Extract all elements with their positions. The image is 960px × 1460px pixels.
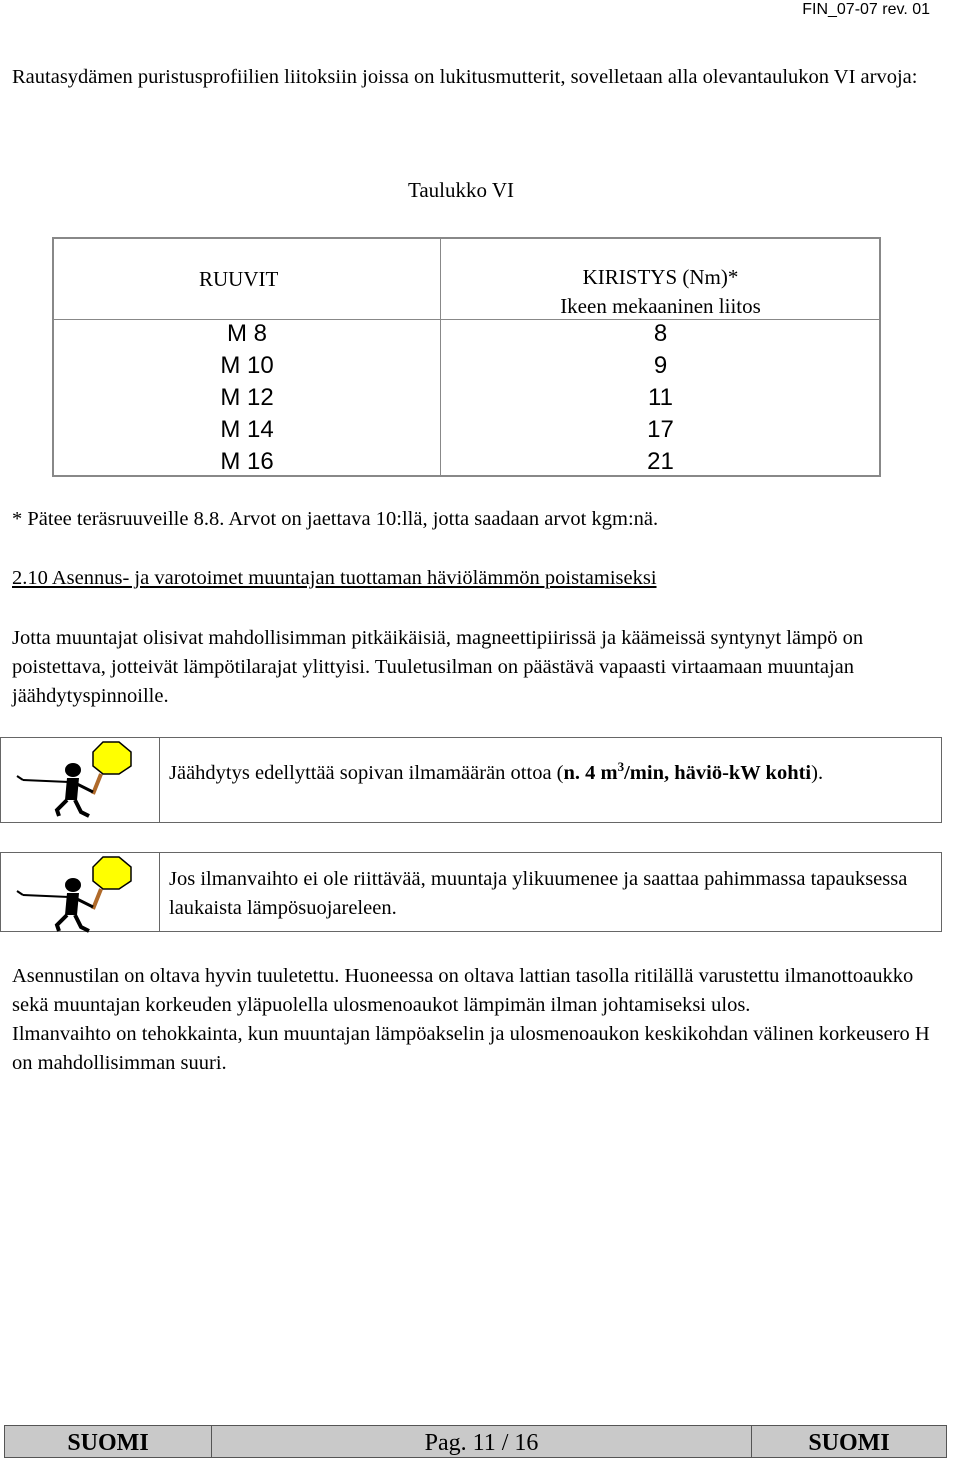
cooling-note-rate: n. 4 m (563, 761, 618, 784)
column-header-torque-line2: Ikeen mekaaninen liitos (560, 294, 761, 318)
cooling-note-box (0, 737, 942, 823)
cooling-note-suffix: ). (811, 761, 824, 784)
ventilation-section (12, 962, 930, 1078)
torque-value-cell: 8 (653, 320, 668, 347)
stick-figure-holding-stop-sign-icon (15, 740, 145, 820)
section-heading: 2.10 Asennus- ja varotoimet muuntajan tuottaman häviölämmön poistamiseksi (12, 567, 657, 589)
note-divider (159, 738, 160, 822)
column-header-torque (440, 263, 881, 321)
table-row (54, 416, 879, 447)
footer-page-number: Pag. 11 / 16 (212, 1426, 752, 1457)
table-footnote: * Pätee teräsruuveille 8.8. Arvot on jaettava 10:llä, jotta saadaan arvot kgm:nä. (12, 508, 659, 530)
torque-table (52, 237, 881, 477)
ventilation-paragraph-2: Ilmanvaihto on tehokkainta, kun muuntajan lämpöakselin ja ulosmenoaukon keskikohdan välinen korkeusero H on mahdollisimman suuri. (12, 1023, 930, 1074)
cooling-note-text (169, 752, 937, 788)
cooling-note-prefix: Jäähdytys edellyttää sopivan ilmamäärän ottoa ( (169, 761, 564, 784)
cooling-note-unit: /min, häviö-kW kohti (624, 761, 812, 784)
bolt-size-cell: M 10 (220, 352, 274, 379)
bolt-size-cell: M 8 (226, 320, 267, 347)
table-row (54, 352, 879, 383)
torque-value-cell: 21 (647, 448, 674, 475)
cooling-note-exponent: 3 (617, 759, 625, 774)
ventilation-paragraph-1: Asennustilan on oltava hyvin tuuletettu. Huoneessa on oltava lattian tasolla ritilällä varustettu ilmanottoaukko sekä muuntajan korkeuden yläpuolella ulosmenoaukot lämpimän ilman johtamiseksi ulos. (12, 965, 914, 1016)
column-header-torque-line1: KIRISTYS (Nm)* (582, 265, 739, 289)
column-header-bolts: RUUVIT (199, 267, 279, 291)
overheat-note-box (0, 852, 942, 932)
table-row (54, 320, 879, 351)
torque-value-cell: 9 (653, 352, 668, 379)
note-divider (159, 853, 160, 931)
torque-value-cell: 17 (647, 416, 674, 443)
table-row (54, 448, 879, 479)
torque-value-cell: 11 (648, 384, 673, 411)
table-row (54, 384, 879, 415)
bolt-size-cell: M 14 (220, 416, 274, 443)
overheat-note-text: Jos ilmanvaihto ei ole riittävää, muuntaja ylikuumenee ja saattaa pahimmassa tapauksessa laukaista lämpösuojareleen. (169, 868, 908, 919)
footer-language-left: SUOMI (5, 1426, 212, 1457)
page-footer (4, 1425, 947, 1458)
cooling-paragraph: Jotta muuntajat olisivat mahdollisimman pitkäikäisiä, magneettipiirissä ja käämeissä syntynyt lämpö on poistettava, jotteivät lämpötilarajat ylittyisi. Tuuletusilman on päästävä vapaasti virtaamaan muuntajan jäähdytyspinnoille. (12, 627, 864, 707)
table-title: Taulukko VI (408, 178, 515, 202)
document-code: FIN_07-07 rev. 01 (802, 1, 930, 18)
intro-paragraph: Rautasydämen puristusprofiilien liitoksiin joissa on lukitusmutterit, sovelletaan alla olevantaulukon VI arvoja: (12, 66, 918, 88)
bolt-size-cell: M 12 (220, 384, 274, 411)
stick-figure-holding-stop-sign-icon (15, 855, 145, 935)
footer-language-right: SUOMI (808, 1430, 890, 1456)
bolt-size-cell: M 16 (220, 448, 274, 475)
